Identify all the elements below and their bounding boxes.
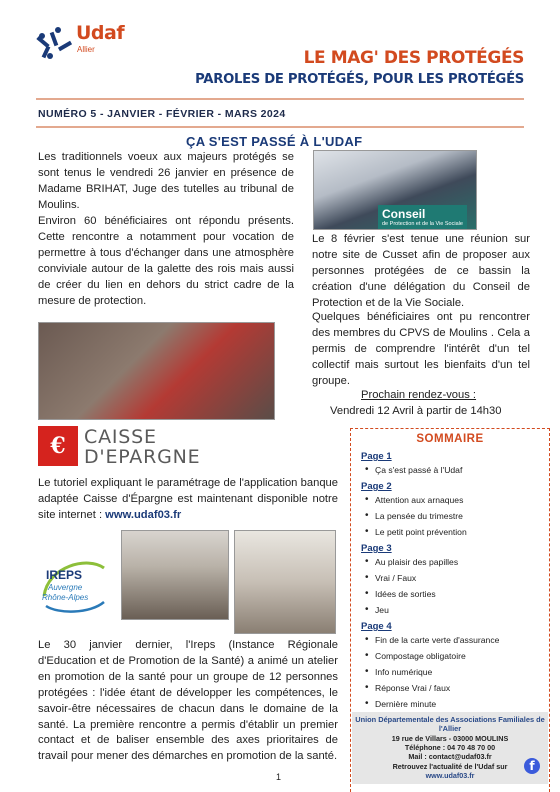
brand-region: Allier bbox=[77, 45, 95, 54]
ireps-logo-line2: Auvergne bbox=[48, 583, 83, 592]
contact-address: 19 rue de Villars - 03000 MOULINS bbox=[391, 733, 509, 743]
brand-name: Udaf bbox=[76, 22, 125, 44]
sommaire-item[interactable]: • Le petit point prévention bbox=[375, 527, 539, 537]
sommaire-item[interactable]: • Jeu bbox=[375, 605, 539, 615]
facebook-icon[interactable]: f bbox=[524, 758, 540, 774]
caisse-name-line2: D'EPARGNE bbox=[84, 445, 201, 468]
sommaire-item[interactable]: • Compostage obligatoire bbox=[375, 651, 539, 661]
sommaire-item[interactable]: • Réponse Vrai / faux bbox=[375, 683, 539, 693]
ireps-logo-line1: IREPS bbox=[46, 568, 83, 582]
caisse-paragraph bbox=[38, 476, 338, 524]
sommaire-item[interactable]: • Idées de sorties bbox=[375, 589, 539, 599]
magazine-subtitle: PAROLES DE PROTÉGÉS, POUR LES PROTÉGÉS bbox=[195, 72, 524, 87]
voeux-photo bbox=[38, 322, 275, 420]
caisse-text: Le tutoriel expliquant le paramétrage de l'application banque adaptée Caisse d'Épargne est maintenant disponible notre site internet : bbox=[38, 477, 338, 521]
sommaire-item[interactable]: • Dernière minute bbox=[375, 699, 539, 709]
sommaire-item[interactable]: • La pensée du trimestre bbox=[375, 511, 539, 521]
magazine-title: LE MAG' DES PROTÉGÉS bbox=[303, 48, 524, 68]
sommaire-page-3[interactable]: Page 3 bbox=[361, 543, 392, 554]
voeux-paragraph-2: Environ 60 bénéficiaires ont répondu présents. Cette rencontre a notamment pour vocation de permettre à tous d'échanger dans une atmosphère conviviale autour de la galette des rois mais aussi de créer du lien en dehors du strict cadre de la mesure de protection. bbox=[38, 215, 294, 307]
ireps-logo bbox=[38, 556, 110, 618]
ireps-paragraph: Le 30 janvier dernier, l'Ireps (Instance Régionale d'Education et de Promotion de la Santé) a animé un atelier en promotion de la santé pour un groupe de 12 personnes protégées : l'idée étant de développer les compétences, le savoir-être nécessaires de chacun dans le domaine de la santé. La première rencontre a permis d'établir un premier contact et de baliser ensemble des axes prioritaires de travail pour mener des démarches en promotion de la santé. bbox=[38, 639, 338, 763]
ireps-photo-1 bbox=[121, 530, 229, 620]
cpvs-paragraph-1: Le 8 février s'est tenue une réunion sur notre site de Cusset afin de proposer aux personnes protégées de ce bassin la création d'une délégation du Conseil de Protection et de la Vie Sociale. bbox=[312, 233, 530, 309]
sommaire-title: SOMMAIRE bbox=[416, 433, 484, 445]
conseil-small: de Protection et de la Vie Sociale bbox=[382, 221, 463, 227]
contact-mail[interactable]: Mail : contact@udaf03.fr bbox=[408, 752, 492, 762]
sommaire-item[interactable]: • Attention aux arnaques bbox=[375, 495, 539, 505]
sommaire-item[interactable]: • Ça s'est passé à l'Udaf bbox=[375, 465, 539, 475]
sommaire-item[interactable]: • Info numérique bbox=[375, 667, 539, 677]
contact-follow: Retrouvez l'actualité de l'Udaf sur bbox=[392, 761, 508, 771]
cpvs-photo bbox=[313, 150, 477, 230]
udaf-site-link[interactable]: www.udaf03.fr bbox=[105, 508, 182, 521]
conseil-label: Conseil bbox=[382, 207, 426, 221]
rdv-date: Vendredi 12 Avril à partir de 14h30 bbox=[330, 405, 502, 417]
caisse-name-line1: CAISSE bbox=[84, 426, 157, 448]
voeux-paragraph-1: Les traditionnels voeux aux majeurs protégés se sont tenus le vendredi 26 janvier en présence de Madame BRIHAT, Juge des tutelles au tribunal de Moulins. bbox=[38, 151, 294, 211]
rdv-label: Prochain rendez-vous : bbox=[361, 389, 477, 401]
conseil-banner bbox=[378, 205, 467, 229]
sommaire-item[interactable]: • Fin de la carte verte d'assurance bbox=[375, 635, 539, 645]
caisse-epargne-logo-icon: € bbox=[38, 426, 78, 466]
sommaire-item[interactable]: • Au plaisir des papilles bbox=[375, 557, 539, 567]
header-rule-bottom bbox=[36, 126, 524, 128]
sommaire-page-2[interactable]: Page 2 bbox=[361, 481, 392, 492]
contact-site-link[interactable]: www.udaf03.fr bbox=[425, 771, 475, 781]
page-number: 1 bbox=[276, 772, 282, 782]
issue-line: NUMÉRO 5 - JANVIER - FÉVRIER - MARS 2024 bbox=[38, 108, 286, 120]
caisse-epargne-name bbox=[84, 428, 200, 468]
sommaire-page-4[interactable]: Page 4 bbox=[361, 621, 392, 632]
header-rule-top bbox=[36, 98, 524, 100]
ireps-logo-line3: Rhône-Alpes bbox=[42, 593, 89, 602]
sommaire-page-1[interactable]: Page 1 bbox=[361, 451, 392, 462]
contact-box bbox=[352, 712, 548, 784]
section-title: ÇA S'EST PASSÉ À L'UDAF bbox=[186, 134, 363, 149]
contact-phone: Téléphone : 04 70 48 70 00 bbox=[404, 743, 496, 753]
contact-org: Union Départementale des Associations Familiales de l'Allier bbox=[355, 715, 545, 733]
ireps-photo-2 bbox=[234, 530, 336, 634]
sommaire-item[interactable]: • Vrai / Faux bbox=[375, 573, 539, 583]
cpvs-paragraph-2: Quelques bénéficiaires ont pu rencontrer des membres du CPVS de Moulins . Cela a permis de comprendre l'intérêt d'un tel collectif mais surtout les bienfaits d'un tel groupe. bbox=[312, 311, 530, 387]
